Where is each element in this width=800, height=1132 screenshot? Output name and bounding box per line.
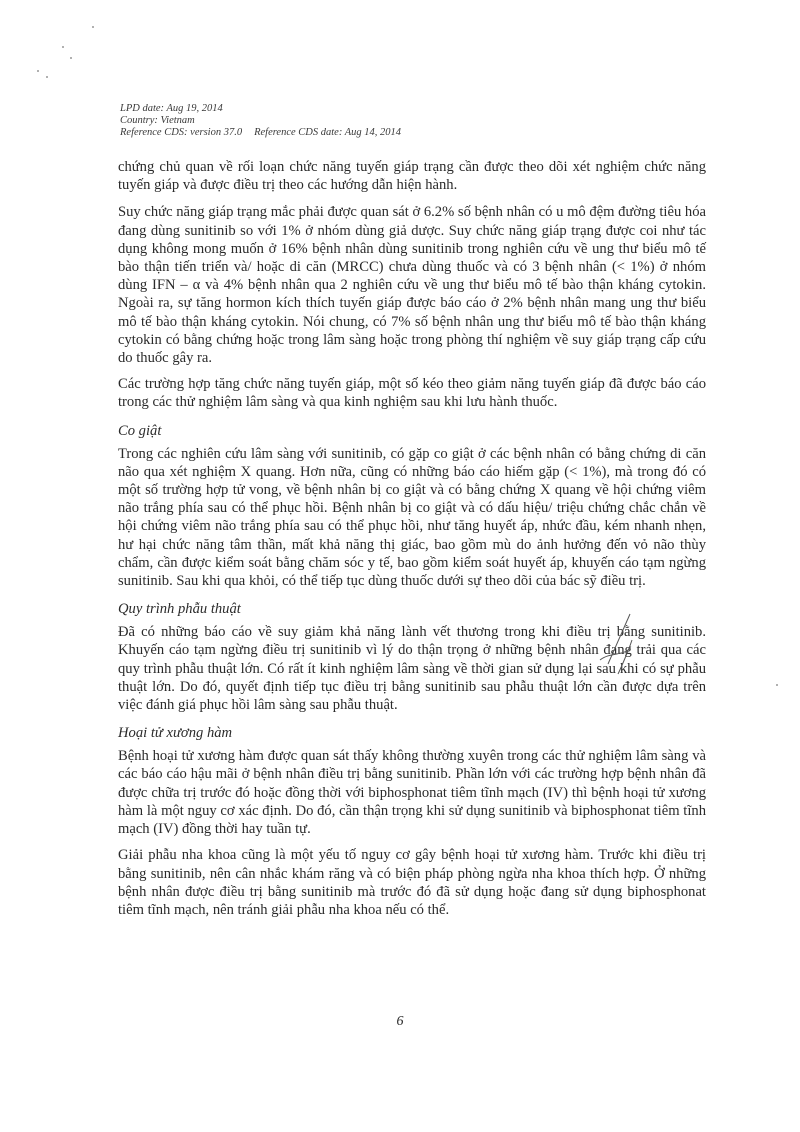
section-heading-osteonecrosis: Hoại tử xương hàm — [118, 725, 233, 742]
country: Country: Vietnam — [120, 115, 195, 126]
paragraph-thyroid-continued: chứng chủ quan về rối loạn chức năng tuyến giáp trạng cần được theo dõi xét nghiệm chức năng tuyến giáp và được điều trị theo các hướng dẫn hiện hành. — [118, 159, 706, 194]
page-number: 6 — [396, 1014, 404, 1029]
scan-speck — [92, 26, 94, 28]
scan-speck — [62, 46, 64, 48]
section-heading-surgery: Quy trình phẫu thuật — [118, 601, 241, 618]
paragraph-surgery: Đã có những báo cáo về suy giảm khả năng lành vết thương trong khi điều trị bằng sunitinib. Khuyến cáo tạm ngừng điều trị sunitinib vì lý do thận trọng ở những bệnh nhân đang trải qua các quy trình phẫu thuật lớn. Có rất ít kinh nghiệm lâm sàng về thời gian sử dụng lại sau khi có sự phẫu thuật lớn. Do đó, quyết định tiếp tục điều trị bằng sunitinib sau phẫu thuật lớn cần được dựa trên việc đánh giá phục hồi lâm sàng sau phẫu thuật. — [118, 624, 706, 714]
scan-speck — [46, 76, 48, 78]
document-body — [118, 158, 706, 927]
section-heading-seizure: Co giật — [118, 422, 162, 439]
paragraph-seizure: Trong các nghiên cứu lâm sàng với sunitinib, có gặp co giật ở các bệnh nhân có bằng chứng di căn não qua xét nghiệm X quang. Hơn nữa, cũng có những báo cáo hiếm gặp (< 1%), mà trong đó có một số trường hợp tử vong, về bệnh nhân bị co giật và có bằng chứng X quang về hội chứng viêm não trắng phía sau có thể phục hồi. Bệnh nhân bị co giật và có dấu hiệu/ triệu chứng chắc chắn về hội chứng viêm não trắng phía sau có thể phục hồi, như tăng huyết áp, nhức đầu, kém nhanh nhẹn, hư hại chức năng tâm thần, mất khả năng thị giác, bao gồm mù do ảnh hưởng đến vỏ não thùy chẩm, cần được kiểm soát bằng chăm sóc y tế, bao gồm kiểm soát huyết áp, khuyến cáo tạm ngừng sunitinib. Sau khi qua khỏi, có thể tiếp tục dùng thuốc dưới sự theo dõi của bác sỹ điều trị. — [118, 445, 706, 590]
paragraph-dental-surgery: Giải phẫu nha khoa cũng là một yếu tố nguy cơ gây bệnh hoại tử xương hàm. Trước khi điều trị bằng sunitinib, nên cân nhắc khám răng và có biện pháp phòng ngừa nha khoa thích hợp. Ở những bệnh nhân được điều trị bằng sunitinib mà trước đó đã sử dụng hoặc đang sử dụng biphosphonat tiêm tĩnh mạch, nên tránh giải phẫu nha khoa nếu có thể. — [118, 847, 706, 918]
reference-line — [120, 127, 401, 139]
document-header — [120, 103, 401, 139]
lpd-date: LPD date: Aug 19, 2014 — [120, 103, 223, 114]
reference-cds-version: Reference CDS: version 37.0 — [120, 127, 243, 138]
paragraph-osteonecrosis: Bệnh hoại tử xương hàm được quan sát thấy không thường xuyên trong các thử nghiệm lâm sàng và các báo cáo hậu mãi ở bệnh nhân điều trị bằng sunitinib. Phần lớn với các trường hợp bệnh nhân đã được chữa trị trước đó hoặc đồng thời với biphosphonat tiêm tĩnh mạch (IV) thì bệnh hoại tử xương hàm là một nguy cơ xác định. Do đó, cần thận trọng khi sử dụng sunitinib và biphosphonat tiêm tĩnh mạch (IV) đồng thời hay tuần tự. — [118, 748, 706, 838]
scan-speck — [776, 684, 778, 686]
scan-speck — [37, 70, 39, 72]
pen-mark — [590, 612, 650, 692]
scan-speck — [70, 57, 72, 59]
paragraph-hyperthyroidism: Các trường hợp tăng chức năng tuyến giáp, một số kéo theo giảm năng tuyến giáp đã được báo cáo trong các thử nghiệm lâm sàng và qua kinh nghiệm sau khi lưu hành thuốc. — [118, 376, 706, 411]
reference-cds-date: Reference CDS date: Aug 14, 2014 — [254, 127, 402, 138]
paragraph-hypothyroidism: Suy chức năng giáp trạng mắc phải được quan sát ở 6.2% số bệnh nhân có u mô đệm đường tiêu hóa đang dùng sunitinib so với 1% ở nhóm dùng giả dược. Suy chức năng giáp trạng được coi như tác dụng không mong muốn ở 16% bệnh nhân dùng sunitinib trong nghiên cứu về ung thư biểu mô tế bào thận tiến triển và/ hoặc di căn (MRCC) chưa dùng thuốc và có 3 bệnh nhân (< 1%) ở nhóm dùng IFN – α và 4% bệnh nhân qua 2 nghiên cứu về ung thư biểu mô tế bào thận kháng cytokin. Ngoài ra, sự tăng hormon kích thích tuyến giáp được báo cáo ở 2% bệnh nhân mang ung thư biểu mô tế bào thận kháng cytokin. Nói chung, có 7% số bệnh nhân ung thư biểu mô tế bào thận kháng cytokin có bằng chứng hoặc trong lâm sàng hoặc trong phòng thí nghiệm về suy giáp trạng cấp cứu do thuốc gây ra. — [118, 204, 706, 367]
